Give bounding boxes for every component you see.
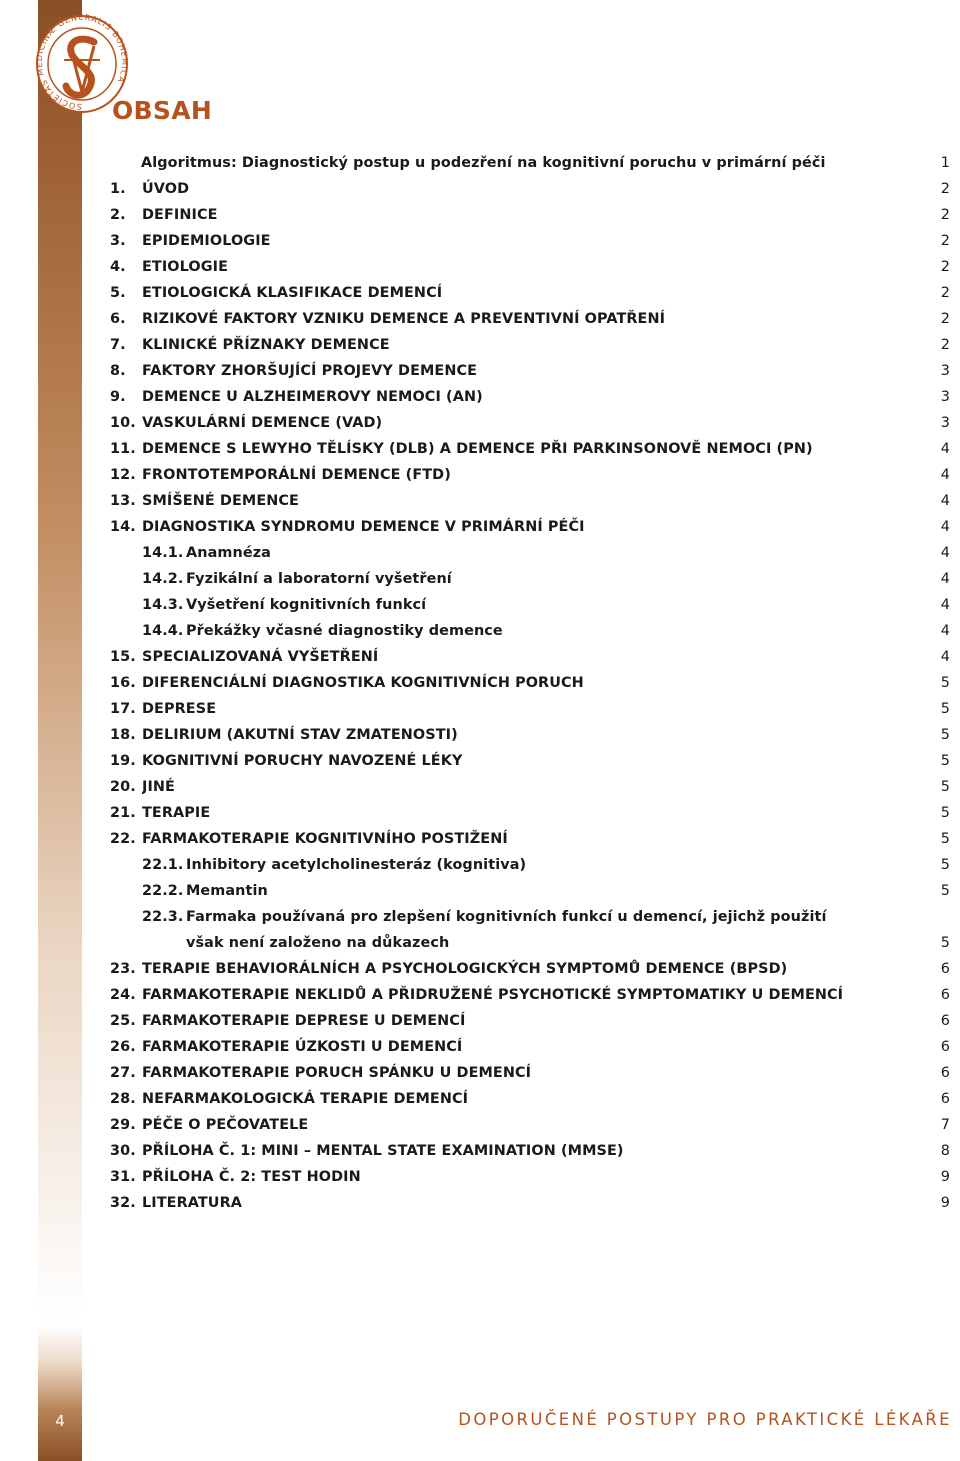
toc-entry-number: 22. [110, 831, 136, 847]
toc-entry-title: Fyzikální a laboratorní vyšetření [186, 571, 452, 587]
toc-entry-number: 3. [110, 233, 126, 249]
toc-entry-title: FARMAKOTERAPIE PORUCH SPÁNKU U DEMENCÍ [142, 1065, 532, 1081]
toc-entry-page: 2 [940, 181, 950, 197]
toc-entry-title: FARMAKOTERAPIE NEKLIDŮ A PŘIDRUŽENÉ PSYCHOTICKÉ SYMPTOMATIKY U DEMENCÍ [142, 987, 844, 1003]
toc-entry-title: DEPRESE [142, 701, 217, 717]
toc-entry[interactable] [110, 488, 956, 514]
toc-entry-page: 5 [940, 727, 950, 743]
toc-entry-title: DEFINICE [142, 207, 218, 223]
toc-entry-page: 2 [940, 311, 950, 327]
toc-entry-page: 9 [940, 1195, 950, 1211]
toc-entry[interactable] [110, 540, 956, 566]
toc-entry-page: 5 [940, 805, 950, 821]
toc-entry-page: 2 [940, 207, 950, 223]
toc-entry[interactable] [110, 280, 956, 306]
toc-entry-title: však není založeno na důkazech [186, 935, 450, 951]
toc-entry-title: ÚVOD [142, 181, 190, 197]
toc-entry-number: 29. [110, 1117, 136, 1133]
toc-entry-number: 5. [110, 285, 126, 301]
toc-entry-page: 8 [940, 1143, 950, 1159]
toc-entry[interactable] [110, 462, 956, 488]
toc-entry[interactable] [110, 566, 956, 592]
toc-entry[interactable] [110, 774, 956, 800]
toc-entry-title: EPIDEMIOLOGIE [142, 233, 271, 249]
toc-entry-number: 18. [110, 727, 136, 743]
toc-entry-number: 11. [110, 441, 136, 457]
toc-entry-number: 22.2. [142, 883, 184, 899]
toc-entry-page: 5 [940, 675, 950, 691]
toc-entry[interactable] [110, 1190, 956, 1216]
toc-entry-title: KOGNITIVNÍ PORUCHY NAVOZENÉ LÉKY [142, 753, 463, 769]
toc-entry-title: Překážky včasné diagnostiky demence [186, 623, 503, 639]
toc-entry-number: 14.1. [142, 545, 184, 561]
toc-entry-title: Inhibitory acetylcholinesteráz (kognitiva) [186, 857, 527, 873]
toc-entry-page: 5 [940, 935, 950, 951]
toc-entry[interactable] [110, 306, 956, 332]
toc-entry-number: 14.2. [142, 571, 184, 587]
toc-entry[interactable] [110, 384, 956, 410]
toc-entry-number: 15. [110, 649, 136, 665]
toc-entry-page: 6 [940, 961, 950, 977]
toc-entry[interactable] [110, 514, 956, 540]
toc-entry[interactable] [110, 644, 956, 670]
toc-entry-page: 5 [940, 753, 950, 769]
toc-entry-title: ETIOLOGIE [142, 259, 229, 275]
toc-entry-title: LITERATURA [142, 1195, 242, 1211]
toc-entry-page: 5 [940, 779, 950, 795]
toc-entry-title: PŘÍLOHA Č. 1: MINI – MENTAL STATE EXAMINATION (MMSE) [142, 1143, 624, 1159]
toc-entry[interactable] [110, 1086, 956, 1112]
toc-entry-page: 1 [940, 155, 950, 171]
toc-entry-page: 6 [940, 1039, 950, 1055]
toc-entry-number: 7. [110, 337, 126, 353]
toc-entry[interactable] [110, 800, 956, 826]
toc-entry[interactable] [110, 930, 956, 956]
toc-entry-title: Farmaka používaná pro zlepšení kognitivních funkcí u demencí, jejichž použití [186, 909, 827, 925]
toc-entry-title: DIFERENCIÁLNÍ DIAGNOSTIKA KOGNITIVNÍCH PORUCH [142, 675, 584, 691]
toc-entry[interactable] [110, 202, 956, 228]
toc-entry-title: ETIOLOGICKÁ KLASIFIKACE DEMENCÍ [142, 285, 443, 301]
toc-entry-number: 22.3. [142, 909, 184, 925]
toc-entry-number: 20. [110, 779, 136, 795]
toc-entry[interactable] [110, 1060, 956, 1086]
toc-entry-title: TERAPIE BEHAVIORÁLNÍCH A PSYCHOLOGICKÝCH SYMPTOMŮ DEMENCE (BPSD) [142, 961, 788, 977]
toc-entry-number: 6. [110, 311, 126, 327]
toc-entry-title: Algoritmus: Diagnostický postup u podezření na kognitivní poruchu v primární péči [141, 155, 826, 171]
toc-entry-number: 24. [110, 987, 136, 1003]
toc-entry-number: 22.1. [142, 857, 184, 873]
toc-entry[interactable] [110, 670, 956, 696]
toc-entry-page: 3 [940, 415, 950, 431]
toc-entry-number: 26. [110, 1039, 136, 1055]
toc-entry-page: 4 [940, 649, 950, 665]
footer-publication-title: DOPORUČENÉ POSTUPY PRO PRAKTICKÉ LÉKAŘE [458, 1410, 952, 1429]
toc-entry[interactable] [110, 956, 956, 982]
toc-entry-title: DIAGNOSTIKA SYNDROMU DEMENCE V PRIMÁRNÍ PÉČI [142, 519, 585, 535]
toc-entry-page: 5 [940, 831, 950, 847]
toc-entry-title: DEMENCE U ALZHEIMEROVY NEMOCI (AN) [142, 389, 483, 405]
toc-entry-page: 9 [940, 1169, 950, 1185]
toc-entry[interactable] [110, 254, 956, 280]
toc-entry-title: FARMAKOTERAPIE DEPRESE U DEMENCÍ [142, 1013, 466, 1029]
toc-entry[interactable] [110, 852, 956, 878]
logo-ring-text: SOCIETAS MEDICINÆ GENERALIS BOHEMICA [34, 12, 130, 112]
toc-entry-number: 12. [110, 467, 136, 483]
toc-entry[interactable] [110, 696, 956, 722]
page-number: 4 [55, 1412, 65, 1430]
toc-entry-page: 7 [940, 1117, 950, 1133]
toc-entry-number: 9. [110, 389, 126, 405]
toc-entry-title: NEFARMAKOLOGICKÁ TERAPIE DEMENCÍ [142, 1091, 469, 1107]
page-title: OBSAH [112, 96, 213, 125]
toc-entry-number: 31. [110, 1169, 136, 1185]
toc-entry-page: 2 [940, 337, 950, 353]
toc-entry-title: RIZIKOVÉ FAKTORY VZNIKU DEMENCE A PREVENTIVNÍ OPATŘENÍ [142, 311, 666, 327]
toc-entry-number: 28. [110, 1091, 136, 1107]
toc-entry-number: 23. [110, 961, 136, 977]
toc-entry-title: PÉČE O PEČOVATELE [142, 1117, 309, 1133]
toc-entry[interactable] [110, 176, 956, 202]
toc-entry[interactable] [110, 592, 956, 618]
toc-entry-title: TERAPIE [142, 805, 211, 821]
toc-entry-number: 8. [110, 363, 126, 379]
toc-entry[interactable] [110, 358, 956, 384]
toc-entry[interactable] [110, 618, 956, 644]
toc-entry-page: 4 [940, 623, 950, 639]
toc-entry-page: 2 [940, 233, 950, 249]
toc-entry-title: FARMAKOTERAPIE ÚZKOSTI U DEMENCÍ [142, 1039, 463, 1055]
toc-entry-page: 2 [940, 285, 950, 301]
toc-entry-title: SMÍŠENÉ DEMENCE [142, 493, 299, 509]
toc-entry-page: 3 [940, 363, 950, 379]
toc-entry[interactable] [110, 1008, 956, 1034]
toc-entry-number: 13. [110, 493, 136, 509]
decorative-sidebar-bottom [38, 1326, 82, 1461]
toc-entry-page: 6 [940, 1065, 950, 1081]
toc-entry-page: 4 [940, 519, 950, 535]
toc-entry-number: 2. [110, 207, 126, 223]
toc-entry[interactable] [110, 1164, 956, 1190]
toc-entry-title: JINÉ [142, 779, 175, 795]
toc-entry-title: Vyšetření kognitivních funkcí [186, 597, 427, 613]
toc-entry-page: 2 [940, 259, 950, 275]
toc-entry-page: 4 [940, 441, 950, 457]
toc-entry-page: 6 [940, 987, 950, 1003]
toc-entry-page: 4 [940, 545, 950, 561]
toc-entry[interactable] [110, 826, 956, 852]
toc-entry-title: PŘÍLOHA Č. 2: TEST HODIN [142, 1169, 361, 1185]
toc-entry-title: Anamnéza [186, 545, 271, 561]
toc-entry-page: 4 [940, 597, 950, 613]
toc-entry-number: 30. [110, 1143, 136, 1159]
toc-entry-number: 25. [110, 1013, 136, 1029]
toc-entry-page: 4 [940, 571, 950, 587]
toc-entry-number: 14.3. [142, 597, 184, 613]
toc-entry[interactable] [110, 722, 956, 748]
toc-entry-title: DEMENCE S LEWYHO TĚLÍSKY (DLB) A DEMENCE PŘI PARKINSONOVĚ NEMOCI (PN) [142, 441, 813, 457]
toc-entry-page: 4 [940, 467, 950, 483]
toc-entry-page: 5 [940, 857, 950, 873]
toc-entry[interactable] [110, 878, 956, 904]
toc-entry-title: KLINICKÉ PŘÍZNAKY DEMENCE [142, 337, 390, 353]
toc-entry[interactable] [110, 1138, 956, 1164]
toc-entry[interactable] [110, 436, 956, 462]
toc-entry[interactable] [110, 228, 956, 254]
toc-entry-title: FAKTORY ZHORŠUJÍCÍ PROJEVY DEMENCE [142, 363, 478, 379]
table-of-contents [110, 150, 956, 1216]
toc-entry-number: 16. [110, 675, 136, 691]
toc-entry-page: 3 [940, 389, 950, 405]
toc-entry-number: 17. [110, 701, 136, 717]
toc-entry-title: Memantin [186, 883, 268, 899]
toc-entry-number: 14.4. [142, 623, 184, 639]
toc-entry-number: 14. [110, 519, 136, 535]
toc-entry-page: 5 [940, 701, 950, 717]
toc-entry[interactable] [110, 904, 956, 930]
toc-entry-title: VASKULÁRNÍ DEMENCE (VAD) [142, 415, 383, 431]
toc-entry[interactable] [110, 332, 956, 358]
toc-entry-title: FARMAKOTERAPIE KOGNITIVNÍHO POSTIŽENÍ [142, 831, 508, 847]
toc-entry-number: 19. [110, 753, 136, 769]
toc-entry-page: 5 [940, 883, 950, 899]
toc-entry-page: 6 [940, 1091, 950, 1107]
toc-entry-title: FRONTOTEMPORÁLNÍ DEMENCE (FTD) [142, 467, 451, 483]
toc-entry[interactable] [110, 150, 956, 176]
toc-entry-page: 6 [940, 1013, 950, 1029]
toc-entry-page: 4 [940, 493, 950, 509]
toc-entry[interactable] [110, 410, 956, 436]
toc-entry[interactable] [110, 1034, 956, 1060]
toc-entry-number: 21. [110, 805, 136, 821]
toc-entry-number: 32. [110, 1195, 136, 1211]
decorative-sidebar-top [38, 0, 82, 1320]
toc-entry-number: 4. [110, 259, 126, 275]
toc-entry-number: 10. [110, 415, 136, 431]
toc-entry-title: DELIRIUM (AKUTNÍ STAV ZMATENOSTI) [142, 727, 458, 743]
toc-entry[interactable] [110, 1112, 956, 1138]
toc-entry[interactable] [110, 982, 956, 1008]
toc-entry-number: 1. [110, 181, 126, 197]
toc-entry-title: SPECIALIZOVANÁ VYŠETŘENÍ [142, 649, 379, 665]
toc-entry[interactable] [110, 748, 956, 774]
toc-entry-number: 27. [110, 1065, 136, 1081]
